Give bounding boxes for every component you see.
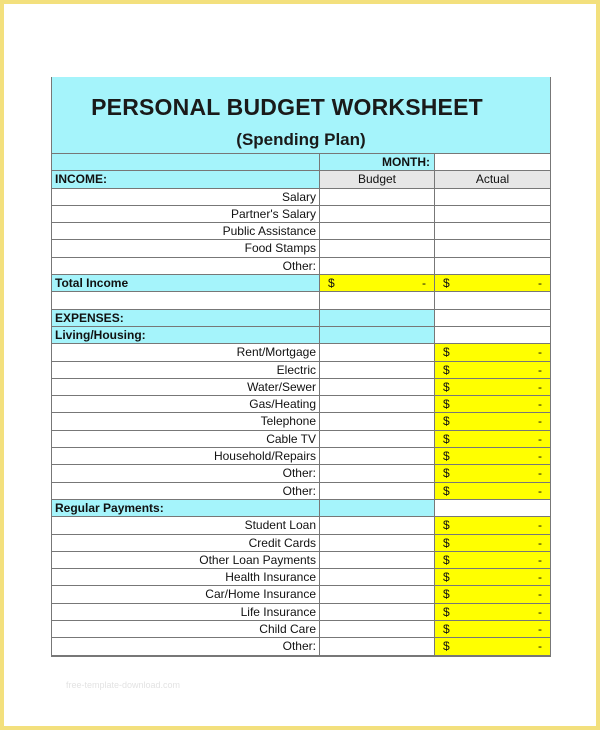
- row-label: Other Loan Payments: [52, 552, 320, 568]
- dash-value: -: [538, 466, 542, 481]
- row-label: Other:: [52, 465, 320, 481]
- income-header-row: [52, 171, 550, 188]
- dash-value: -: [538, 483, 542, 498]
- row-label: Electric: [52, 362, 320, 378]
- living-actual-cell: [435, 327, 550, 343]
- budget-input-cell[interactable]: [320, 586, 435, 602]
- row-label: Salary: [52, 189, 320, 205]
- budget-input-cell[interactable]: [320, 638, 435, 654]
- total-income-actual-cell: [435, 275, 550, 291]
- budget-input-cell[interactable]: [320, 413, 435, 429]
- expenses-budget-cell: [320, 310, 435, 326]
- row-label: Food Stamps: [52, 240, 320, 256]
- row-label: Partner's Salary: [52, 206, 320, 222]
- budget-header: Budget: [320, 171, 435, 187]
- living-header-row: [52, 327, 550, 344]
- budget-input-cell[interactable]: [320, 465, 435, 481]
- actual-total-cell: [435, 344, 550, 360]
- expenses-actual-cell: [435, 310, 550, 326]
- budget-input-cell[interactable]: [320, 258, 435, 274]
- budget-worksheet: [51, 77, 551, 657]
- table-row: [52, 448, 550, 465]
- table-row: [52, 258, 550, 275]
- dash-value: -: [422, 276, 426, 291]
- table-row: [52, 535, 550, 552]
- actual-total-cell: [435, 517, 550, 533]
- actual-total-cell: [435, 413, 550, 429]
- month-label: MONTH:: [320, 154, 435, 170]
- actual-total-cell: [435, 604, 550, 620]
- currency-symbol: $: [443, 379, 450, 394]
- dash-value: -: [538, 379, 542, 394]
- currency-symbol: $: [443, 449, 450, 464]
- actual-total-cell: [435, 569, 550, 585]
- dash-value: -: [538, 535, 542, 550]
- row-label: Student Loan: [52, 517, 320, 533]
- actual-total-cell: [435, 379, 550, 395]
- table-row: [52, 517, 550, 534]
- spacer-cell: [320, 292, 435, 308]
- currency-symbol: $: [443, 570, 450, 585]
- row-label: Life Insurance: [52, 604, 320, 620]
- dash-value: -: [538, 449, 542, 464]
- currency-symbol: $: [443, 518, 450, 533]
- currency-symbol: $: [443, 431, 450, 446]
- budget-input-cell[interactable]: [320, 552, 435, 568]
- currency-symbol: $: [443, 466, 450, 481]
- currency-symbol: $: [443, 535, 450, 550]
- table-row: [52, 431, 550, 448]
- table-row: [52, 586, 550, 603]
- dash-value: -: [538, 587, 542, 602]
- budget-input-cell[interactable]: [320, 396, 435, 412]
- currency-symbol: $: [443, 639, 450, 654]
- row-label: Public Assistance: [52, 223, 320, 239]
- dash-value: -: [538, 604, 542, 619]
- actual-input-cell[interactable]: [435, 206, 550, 222]
- actual-total-cell: [435, 448, 550, 464]
- row-label: Water/Sewer: [52, 379, 320, 395]
- row-label: Health Insurance: [52, 569, 320, 585]
- currency-symbol: $: [443, 622, 450, 637]
- dash-value: -: [538, 622, 542, 637]
- dash-value: -: [538, 345, 542, 360]
- actual-total-cell: [435, 465, 550, 481]
- actual-input-cell[interactable]: [435, 240, 550, 256]
- currency-symbol: $: [443, 552, 450, 567]
- living-budget-cell: [320, 327, 435, 343]
- dash-value: -: [538, 414, 542, 429]
- dash-value: -: [538, 518, 542, 533]
- spacer-row: [52, 292, 550, 309]
- actual-total-cell: [435, 638, 550, 654]
- currency-symbol: $: [443, 345, 450, 360]
- budget-input-cell[interactable]: [320, 240, 435, 256]
- budget-input-cell[interactable]: [320, 431, 435, 447]
- currency-symbol: $: [328, 276, 335, 291]
- budget-input-cell[interactable]: [320, 344, 435, 360]
- spacer-cell: [435, 292, 550, 308]
- month-row-label-cell: [52, 154, 320, 170]
- table-row: [52, 379, 550, 396]
- budget-input-cell[interactable]: [320, 483, 435, 499]
- row-label: Other:: [52, 483, 320, 499]
- actual-header: Actual: [435, 171, 550, 187]
- currency-symbol: $: [443, 483, 450, 498]
- regular-label: Regular Payments:: [52, 500, 320, 516]
- worksheet-subtitle: (Spending Plan): [236, 130, 366, 149]
- month-input[interactable]: [435, 154, 550, 170]
- row-label: Credit Cards: [52, 535, 320, 551]
- table-row: [52, 552, 550, 569]
- currency-symbol: $: [443, 362, 450, 377]
- watermark: free-template-download.com: [66, 680, 181, 690]
- regular-budget-cell: [320, 500, 435, 516]
- dash-value: -: [538, 431, 542, 446]
- table-row: [52, 465, 550, 482]
- budget-input-cell[interactable]: [320, 535, 435, 551]
- actual-input-cell[interactable]: [435, 258, 550, 274]
- actual-total-cell: [435, 396, 550, 412]
- actual-total-cell: [435, 586, 550, 602]
- budget-input-cell[interactable]: [320, 379, 435, 395]
- row-label: Rent/Mortgage: [52, 344, 320, 360]
- budget-input-cell[interactable]: [320, 448, 435, 464]
- table-row: [52, 240, 550, 257]
- actual-total-cell: [435, 483, 550, 499]
- budget-input-cell[interactable]: [320, 621, 435, 637]
- budget-input-cell[interactable]: [320, 206, 435, 222]
- table-row: [52, 344, 550, 361]
- table-row: [52, 223, 550, 240]
- currency-symbol: $: [443, 604, 450, 619]
- regular-header-row: [52, 500, 550, 517]
- regular-actual-cell: [435, 500, 550, 516]
- row-label: Telephone: [52, 413, 320, 429]
- spacer-cell: [52, 292, 320, 308]
- actual-total-cell: [435, 362, 550, 378]
- dash-value: -: [538, 362, 542, 377]
- dash-value: -: [538, 276, 542, 291]
- worksheet-title: PERSONAL BUDGET WORKSHEET: [91, 94, 483, 120]
- total-income-budget-cell: [320, 275, 435, 291]
- worksheet-header: [52, 77, 550, 154]
- table-row: [52, 604, 550, 621]
- dash-value: -: [538, 570, 542, 585]
- dash-value: -: [538, 397, 542, 412]
- table-row: [52, 483, 550, 500]
- budget-input-cell[interactable]: [320, 517, 435, 533]
- actual-total-cell: [435, 621, 550, 637]
- currency-symbol: $: [443, 276, 450, 291]
- total-income-label: Total Income: [52, 275, 320, 291]
- actual-total-cell: [435, 431, 550, 447]
- currency-symbol: $: [443, 414, 450, 429]
- table-row: [52, 638, 550, 655]
- table-row: [52, 396, 550, 413]
- table-row: [52, 621, 550, 638]
- currency-symbol: $: [443, 397, 450, 412]
- total-income-row: [52, 275, 550, 292]
- budget-input-cell[interactable]: [320, 189, 435, 205]
- table-row: [52, 413, 550, 430]
- table-row: [52, 206, 550, 223]
- budget-input-cell[interactable]: [320, 362, 435, 378]
- currency-symbol: $: [443, 587, 450, 602]
- dash-value: -: [538, 639, 542, 654]
- budget-input-cell[interactable]: [320, 223, 435, 239]
- actual-total-cell: [435, 535, 550, 551]
- budget-input-cell[interactable]: [320, 569, 435, 585]
- row-label: Cable TV: [52, 431, 320, 447]
- living-label: Living/Housing:: [52, 327, 320, 343]
- row-label: Car/Home Insurance: [52, 586, 320, 602]
- budget-input-cell[interactable]: [320, 604, 435, 620]
- table-row: [52, 569, 550, 586]
- row-label: Gas/Heating: [52, 396, 320, 412]
- expenses-label: EXPENSES:: [52, 310, 320, 326]
- table-row: [52, 362, 550, 379]
- row-label: Child Care: [52, 621, 320, 637]
- row-label: Other:: [52, 638, 320, 654]
- income-label: INCOME:: [52, 171, 320, 187]
- row-label: Household/Repairs: [52, 448, 320, 464]
- actual-input-cell[interactable]: [435, 223, 550, 239]
- table-row: [52, 189, 550, 206]
- row-label: Other:: [52, 258, 320, 274]
- month-row: [52, 154, 550, 171]
- expenses-header-row: [52, 310, 550, 327]
- actual-total-cell: [435, 552, 550, 568]
- dash-value: -: [538, 552, 542, 567]
- actual-input-cell[interactable]: [435, 189, 550, 205]
